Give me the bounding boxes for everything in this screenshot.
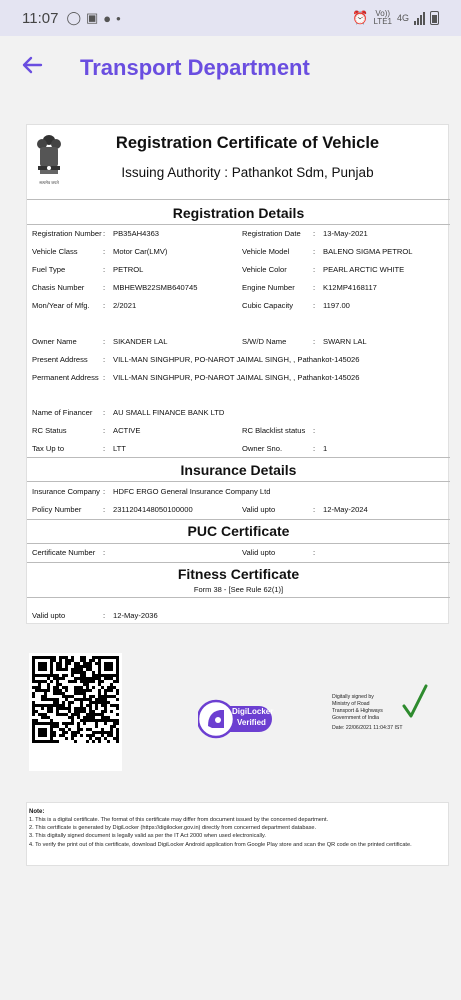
tax-label: Tax Up to <box>32 444 65 453</box>
field-value: K12MP4168117 <box>323 283 377 292</box>
signed-line: Digitally signed by <box>332 694 374 700</box>
fitness-valid-value: 12-May-2036 <box>113 611 158 620</box>
policy-number-label: Policy Number <box>32 505 82 514</box>
colon: : <box>103 301 106 310</box>
whatsapp-icon: ◯ <box>66 10 81 25</box>
colon: : <box>103 355 106 364</box>
owner-name-label: Owner Name <box>32 337 77 346</box>
colon: : <box>103 408 106 417</box>
rc-status-label: RC Status <box>32 426 67 435</box>
notes-heading: Note: <box>29 809 45 815</box>
battery-icon <box>430 11 439 25</box>
field-value: 1197.00 <box>323 301 350 310</box>
insurance-heading: Insurance Details <box>180 462 297 478</box>
divider <box>27 519 450 520</box>
colon: : <box>103 373 106 382</box>
colon: : <box>103 444 106 453</box>
financer-label: Name of Financer <box>32 408 93 417</box>
owner-sno-label: Owner Sno. <box>242 444 283 453</box>
insurance-valid-value: 12-May-2024 <box>323 505 368 514</box>
field-label: Fuel Type <box>32 265 66 274</box>
colon: : <box>103 548 106 557</box>
swd-value: SWARN LAL <box>323 337 367 346</box>
field-value: Motor Car(LMV) <box>113 247 168 256</box>
signed-line: Ministry of Road <box>332 701 370 707</box>
puc-certificate-label: Certificate Number <box>32 548 96 557</box>
field-value: 2/2021 <box>113 301 137 310</box>
field-label: Vehicle Class <box>32 247 78 256</box>
digilocker-label: DigiLocker <box>232 707 274 716</box>
certificate-title: Registration Certificate of Vehicle <box>115 134 380 152</box>
notes-panel <box>26 802 449 866</box>
back-arrow-icon[interactable] <box>20 53 44 77</box>
colon: : <box>103 337 106 346</box>
field-value: BALENO SIGMA PETROL <box>323 247 413 256</box>
colon: : <box>103 247 106 256</box>
note-line: 3. This digitally signed document is legally valid as per the IT Act 2000 when used electronically. <box>29 833 266 840</box>
colon: : <box>103 611 106 620</box>
field-label: Registration Number <box>32 229 102 238</box>
note-line: 4. To verify the print out of this certificate, download DigiLocker Android application from Google Play store and scan the QR code on the printed certificate. <box>29 841 412 848</box>
divider <box>27 597 450 598</box>
field-value: 13-May-2021 <box>323 229 368 238</box>
volte-indicator: Vo)) LTE1 <box>373 9 392 26</box>
verified-label: Verified <box>237 718 266 727</box>
swd-label: S/W/D Name <box>242 337 287 346</box>
divider <box>27 481 450 482</box>
colon: : <box>313 337 316 346</box>
app-bar <box>0 36 461 100</box>
field-label: Vehicle Color <box>242 265 287 274</box>
divider <box>27 224 450 225</box>
owner-name-value: SIKANDER LAL <box>113 337 168 346</box>
colon: : <box>103 283 106 292</box>
signed-date: Date: 22/06/2021 11:04:37 IST <box>332 725 403 731</box>
fitness-valid-label: Valid upto <box>32 611 66 620</box>
alarm-icon: ⏰ <box>352 10 369 25</box>
colon: : <box>313 548 316 557</box>
certificate-card <box>26 124 449 624</box>
colon: : <box>313 247 316 256</box>
field-label: Mon/Year of Mfg. <box>32 301 90 310</box>
gallery-icon: ▣ <box>86 10 99 25</box>
owner-sno-value: 1 <box>323 444 328 453</box>
insurance-company-value: HDFC ERGO General Insurance Company Ltd <box>113 487 271 496</box>
checkmark-icon <box>402 684 428 720</box>
status-bar <box>0 0 461 36</box>
insurance-company-label: Insurance Company <box>32 487 100 496</box>
divider <box>27 562 450 563</box>
tax-value: LTT <box>113 444 126 453</box>
colon: : <box>313 444 316 453</box>
colon: : <box>103 265 106 274</box>
colon: : <box>313 265 316 274</box>
field-label: Registration Date <box>242 229 301 238</box>
emblem-caption: सत्यमेव जयते <box>39 180 59 185</box>
divider <box>27 457 450 458</box>
colon: : <box>313 283 316 292</box>
status-time: 11:07 <box>22 9 59 27</box>
field-label: Engine Number <box>242 283 295 292</box>
financer-value: AU SMALL FINANCE BANK LTD <box>113 408 225 417</box>
dot-icon: • <box>116 10 121 26</box>
note-line: 1. This is a digital certificate. The format of this certificate may differ from document issued by the concerned department. <box>29 817 329 823</box>
policy-number-value: 2311204148050100000 <box>113 505 193 514</box>
puc-heading: PUC Certificate <box>187 523 290 539</box>
field-label: Vehicle Model <box>242 247 290 256</box>
page-title: Transport Department <box>80 55 310 80</box>
present-address-value: VILL-MAN SINGHPUR, PO-NAROT JAIMAL SINGH, , Pathankot-145026 <box>113 355 360 364</box>
field-label: Cubic Capacity <box>242 301 294 310</box>
colon: : <box>103 505 106 514</box>
field-value: MBHEWB22SMB640745 <box>113 283 198 292</box>
field-value: PEARL ARCTIC WHITE <box>323 265 405 274</box>
colon: : <box>103 487 106 496</box>
rc-status-value: ACTIVE <box>113 426 141 435</box>
rc-blacklist-label: RC Blacklist status <box>242 426 306 435</box>
colon: : <box>103 229 106 238</box>
field-label: Chasis Number <box>32 283 85 292</box>
chat-icon: ● <box>103 10 112 26</box>
field-value: PB35AH4363 <box>113 229 160 238</box>
fitness-heading: Fitness Certificate <box>177 566 300 582</box>
puc-valid-label: Valid upto <box>242 548 276 557</box>
qr-code <box>29 653 122 771</box>
permanent-address-label: Permanent Address <box>32 373 99 382</box>
signed-line: Transport & Highways <box>332 708 383 714</box>
colon: : <box>313 505 316 514</box>
insurance-valid-label: Valid upto <box>242 505 276 514</box>
divider <box>27 543 450 544</box>
signed-line: Government of India <box>332 715 380 721</box>
signal-icon <box>414 12 425 25</box>
colon: : <box>313 301 316 310</box>
note-line: 2. This certificate is generated by DigiLocker (https://digilocker.gov.in) directly from concerned department database. <box>29 825 317 832</box>
network-type: 4G <box>396 13 409 23</box>
issuing-authority: Issuing Authority : Pathankot Sdm, Punjab <box>121 165 374 180</box>
permanent-address-value: VILL-MAN SINGHPUR, PO-NAROT JAIMAL SINGH, , Pathankot-145026 <box>113 373 360 382</box>
colon: : <box>313 229 316 238</box>
present-address-label: Present Address <box>32 355 88 364</box>
divider <box>27 199 450 200</box>
colon: : <box>103 426 106 435</box>
field-value: PETROL <box>113 265 144 274</box>
colon: : <box>313 426 316 435</box>
fitness-form: Form 38 - [See Rule 62(1)] <box>193 585 284 594</box>
registration-heading: Registration Details <box>172 205 305 221</box>
